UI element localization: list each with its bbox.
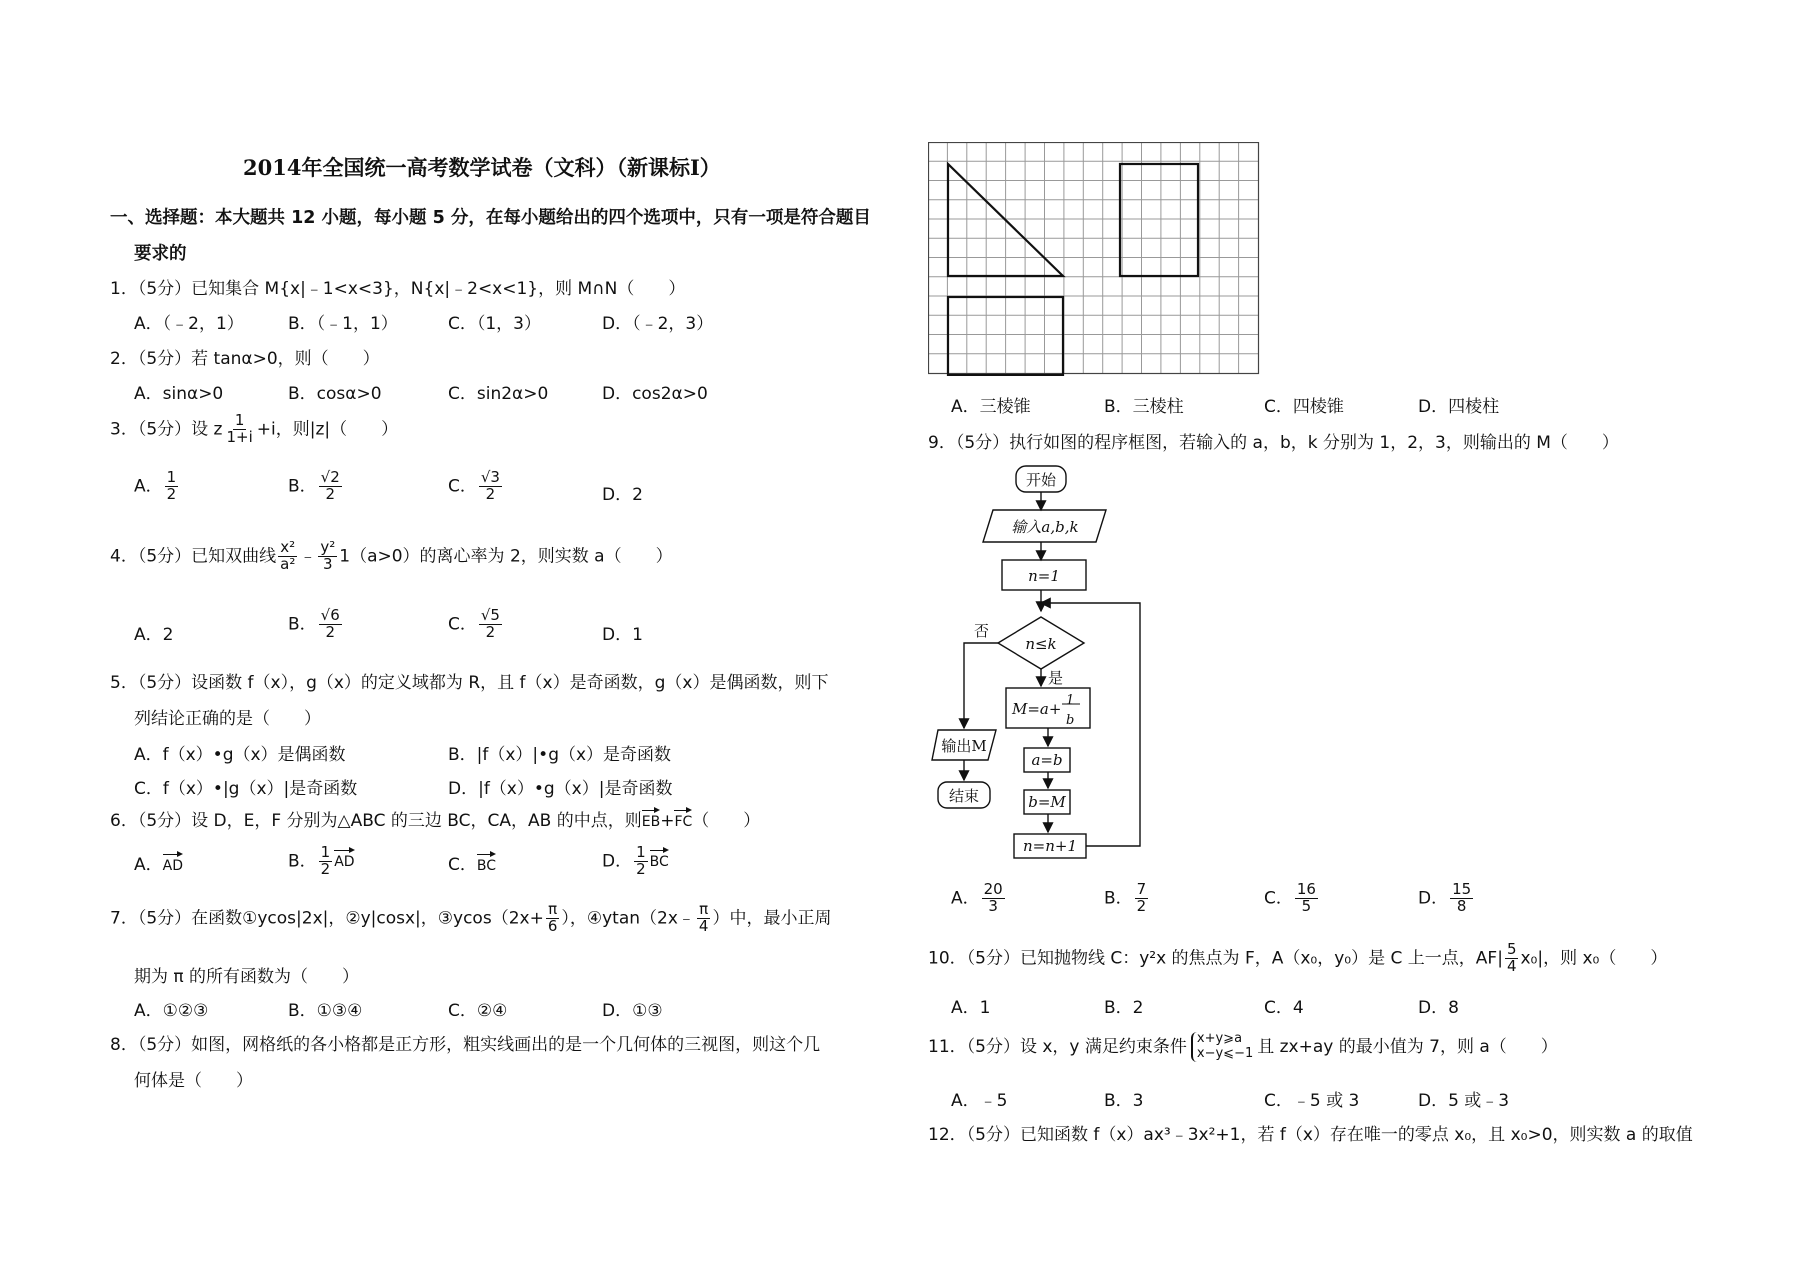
flow-end-text: 结束 <box>948 787 980 805</box>
q3-option-c: C． $\frac{√3}{2}$ <box>448 468 500 503</box>
q9-option-a: A． $\frac{20}{3}$ <box>951 880 1003 915</box>
flow-condition-text: n≤k <box>1025 635 1057 653</box>
q3-fraction: $\frac{1}{1+i}$ <box>226 411 253 446</box>
q11-option-b: B．3 <box>1104 1091 1144 1111</box>
q8-option-d: D．四棱柱 <box>1418 397 1500 417</box>
q5-option-a: A．f（x）•g（x）是偶函数 <box>134 745 346 765</box>
flow-assign-a-text: a=b <box>1031 751 1063 769</box>
q8-stem-line2: 何体是（ ） <box>134 1071 253 1091</box>
q5-stem-line2: 列结论正确的是（ ） <box>134 709 321 729</box>
q11-stem: 11．（5分）设 x，y 满足约束条件 x+y⩾a x−y⩽−1 且 zx+ay 的最小值为 7，则 a（ ） <box>928 1031 1558 1061</box>
q11-option-c: C．﹣5 或 3 <box>1264 1091 1360 1111</box>
q5-option-b: B．|f（x）|•g（x）是奇函数 <box>448 745 672 765</box>
q1-option-c: C．（1，3） <box>448 314 542 334</box>
q6-stem: 6．（5分）设 D，E，F 分别为△ABC 的三边 BC，CA，AB 的中点，则EB+FC（ ） <box>110 806 760 831</box>
q7-stem-line2: 期为 π 的所有函数为（ ） <box>134 967 360 987</box>
q10-option-c: C．4 <box>1264 998 1304 1018</box>
q9-stem: 9．（5分）执行如图的程序框图，若输入的 a，b，k 分别为 1，2，3，则输出的 M（ ） <box>928 433 1619 453</box>
flow-assign-b-text: b=M <box>1028 793 1066 811</box>
q7-option-a: A．①②③ <box>134 1001 209 1021</box>
program-flowchart <box>928 458 1168 868</box>
q11-option-a: A．﹣5 <box>951 1091 1008 1111</box>
q8-stem-line1: 8．（5分）如图，网格纸的各小格都是正方形，粗实线画出的是一个几何体的三视图，则这个几 <box>110 1035 821 1055</box>
q4-option-d: D．1 <box>602 625 643 645</box>
q9-option-d: D． $\frac{15}{8}$ <box>1418 880 1472 915</box>
flow-output-text: 输出M <box>941 737 987 755</box>
q2-option-b: B．cosα>0 <box>288 384 382 404</box>
q3-option-d: D．2 <box>602 485 643 505</box>
q2-stem: 2．（5分）若 tanα>0，则（ ） <box>110 349 380 369</box>
q4-option-b: B． $\frac{√6}{2}$ <box>288 606 340 641</box>
q3-stem: 3．（5分）设 z $\frac{1}{1+i}$ +i，则|z|（ ） <box>110 411 399 446</box>
q4-stem: 4．（5分）已知双曲线 $\frac{\text{x²}}{\text{a²}}$ ﹣ $\frac{\text{y²}}{3}$ 1（a>0）的离心率为 2，则实数 a（ ） <box>110 538 673 573</box>
flow-input-text: 输入a,b,k <box>1011 518 1079 536</box>
q7-stem-line1: 7．（5分）在函数①ycos|2x|，②y|cosx|，③ycos（2x+ $\frac{\pi}{6}$ ），④ytan（2x﹣ $\frac{\pi}{4}$ ）中，最小正周 <box>110 900 832 935</box>
q7-option-c: C．②④ <box>448 1001 508 1021</box>
flow-yes-label: 是 <box>1048 669 1064 687</box>
flow-no-label: 否 <box>974 622 990 640</box>
section-heading-line2: 要求的 <box>134 244 187 264</box>
q6-option-b: B． $\frac{1}{2}$ AD <box>288 843 355 878</box>
flow-m-denominator: b <box>1066 713 1075 728</box>
q6-option-c: C．BC <box>448 850 496 875</box>
q10-stem: 10．（5分）已知抛物线 C：y²x 的焦点为 F，A（x₀，y₀）是 C 上一点，AF| $\frac{5}{4}$ x₀|，则 x₀（ ） <box>928 940 1668 975</box>
q10-option-b: B．2 <box>1104 998 1144 1018</box>
q1-option-d: D．（﹣2，3） <box>602 314 714 334</box>
q5-option-c: C．f（x）•|g（x）|是奇函数 <box>134 779 358 799</box>
paper-title: 2014年全国统一高考数学试卷（文科）（新课标I） <box>243 155 721 180</box>
q9-option-c: C． $\frac{16}{5}$ <box>1264 880 1316 915</box>
q8-option-c: C．四棱锥 <box>1264 397 1344 417</box>
three-view-grid-figure <box>928 142 1262 376</box>
q4-option-a: A．2 <box>134 625 174 645</box>
q2-option-d: D．cos2α>0 <box>602 384 708 404</box>
flow-m-numerator: 1 <box>1066 693 1075 708</box>
q5-stem-line1: 5．（5分）设函数 f（x），g（x）的定义域都为 R，且 f（x）是奇函数，g（x）是偶函数，则下 <box>110 673 829 693</box>
q11-option-d: D．5 或﹣3 <box>1418 1091 1510 1111</box>
q6-option-d: D． $\frac{1}{2}$ BC <box>602 843 669 878</box>
q5-option-d: D．|f（x）•g（x）|是奇函数 <box>448 779 673 799</box>
q8-option-a: A．三棱锥 <box>951 397 1031 417</box>
q11-constraint-system: x+y⩾a x−y⩽−1 <box>1191 1032 1253 1062</box>
q10-option-a: A．1 <box>951 998 991 1018</box>
flow-compute-text: M=a+ <box>1012 700 1062 718</box>
q3-option-b: B． $\frac{√2}{2}$ <box>288 468 340 503</box>
q10-option-d: D．8 <box>1418 998 1459 1018</box>
q12-stem: 12．（5分）已知函数 f（x）ax³﹣3x²+1，若 f（x）存在唯一的零点 x₀，且 x₀>0，则实数 a 的取值 <box>928 1125 1693 1145</box>
q9-option-b: B． $\frac{7}{2}$ <box>1104 880 1147 915</box>
q8-option-b: B．三棱柱 <box>1104 397 1184 417</box>
q7-option-b: B．①③④ <box>288 1001 363 1021</box>
q1-stem: 1．（5分）已知集合 M{x|﹣1<x<3}，N{x|﹣2<x<1}，则 M∩N（ ） <box>110 279 686 299</box>
flow-start-text: 开始 <box>1025 471 1057 489</box>
q1-option-a: A．（﹣2，1） <box>134 314 244 334</box>
section-heading-line1: 一、选择题：本大题共 12 小题，每小题 5 分，在每小题给出的四个选项中，只有一项是符合题目 <box>110 208 871 228</box>
flow-increment-text: n=n+1 <box>1022 837 1078 855</box>
q2-option-c: C．sin2α>0 <box>448 384 549 404</box>
q6-option-a: A．AD <box>134 850 183 875</box>
q1-option-b: B．（﹣1，1） <box>288 314 398 334</box>
q7-option-d: D．①③ <box>602 1001 663 1021</box>
flow-init-text: n=1 <box>1028 567 1060 585</box>
q2-option-a: A．sinα>0 <box>134 384 224 404</box>
q4-option-c: C． $\frac{√5}{2}$ <box>448 606 500 641</box>
q3-option-a: A． $\frac{1}{2}$ <box>134 468 177 503</box>
